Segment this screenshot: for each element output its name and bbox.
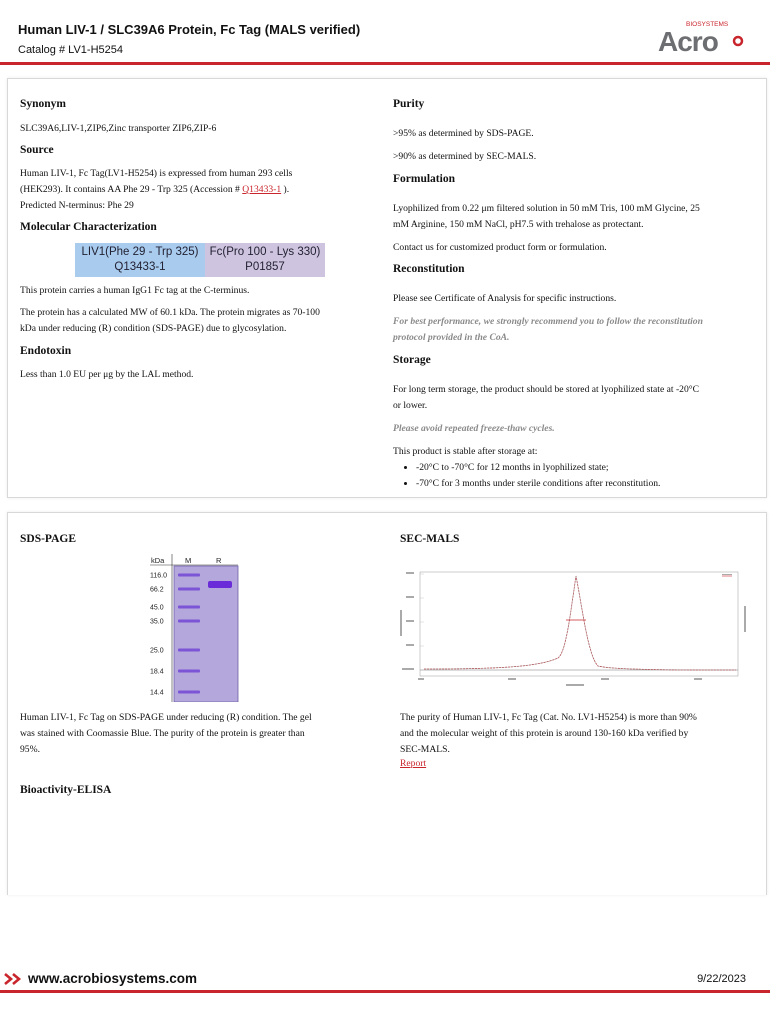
footer-arrows-icon — [4, 972, 26, 986]
purity-heading: Purity — [393, 98, 425, 110]
reconstitution-emphasis-2: protocol provided in the CoA. — [393, 332, 510, 343]
synonym-heading: Synonym — [20, 98, 67, 110]
molecular-heading: Molecular Characterization — [20, 221, 157, 233]
acro-logo — [656, 18, 748, 54]
logo-small-text: BIOSYSTEMS — [686, 21, 729, 28]
storage-bullet: • -70°C for 3 months under sterile conditions after reconstitution. — [416, 476, 766, 492]
accession-link[interactable]: Q13433-1 — [242, 184, 282, 195]
endotoxin-text: Less than 1.0 EU per μg by the LAL method. — [20, 369, 194, 380]
molecular-cell-fc: Fc(Pro 100 - Lys 330) P01857 — [205, 243, 325, 277]
gel-unit-label: kDa — [151, 556, 165, 565]
reconstitution-line-1: Please see Certificate of Analysis for specific instructions. — [393, 293, 617, 304]
sec-mals-caption-1: The purity of Human LIV-1, Fc Tag (Cat. No. LV1-H5254) is more than 90% — [400, 712, 697, 723]
storage-bullets — [400, 460, 766, 492]
gel-marker-label: 18.4 — [150, 668, 164, 676]
source-heading: Source — [20, 144, 54, 156]
catalog-number: Catalog # LV1-H5254 — [18, 44, 123, 56]
gel-marker-band — [178, 620, 200, 623]
report-link[interactable]: Report — [400, 758, 427, 769]
gel-marker-label: 14.4 — [150, 689, 164, 697]
storage-line-2: or lower. — [393, 400, 428, 411]
gel-marker-label: 25.0 — [150, 647, 164, 655]
footer-rule — [0, 990, 770, 993]
gel-marker-band — [178, 649, 200, 652]
bioactivity-heading: Bioactivity-ELISA — [20, 784, 112, 796]
gel-lane-r-label: R — [216, 556, 222, 565]
gel-marker-label: 45.0 — [150, 604, 164, 612]
gel-marker-band — [178, 588, 200, 591]
reconstitution-emphasis-1: For best performance, we strongly recommend you to follow the reconstitution — [393, 316, 703, 327]
gel-marker-label: 35.0 — [150, 618, 164, 626]
footer-website-link[interactable]: www.acrobiosystems.com — [28, 971, 198, 986]
molecular-text-2a: The protein has a calculated MW of 60.1 kDa. The protein migrates as 70-100 — [20, 307, 320, 318]
storage-bullet: • -20°C to -70°C for 12 months in lyophilized state; — [416, 460, 766, 476]
sec-mals-chart-image — [398, 566, 748, 690]
formulation-line-1: Lyophilized from 0.22 μm filtered solution in 50 mM Tris, 100 mM Glycine, 25 — [393, 203, 700, 214]
sds-page-caption-3: 95%. — [20, 744, 40, 755]
source-line-3: Predicted N-terminus: Phe 29 — [20, 200, 134, 211]
gel-lane-m-label: M — [185, 556, 192, 565]
reconstitution-heading: Reconstitution — [393, 263, 465, 275]
sds-page-heading: SDS-PAGE — [20, 533, 77, 545]
gel-marker-band — [178, 574, 200, 577]
source-line-1: Human LIV-1, Fc Tag(LV1-H5254) is expressed from human 293 cells — [20, 168, 293, 179]
endotoxin-heading: Endotoxin — [20, 345, 72, 357]
sec-mals-heading: SEC-MALS — [400, 533, 460, 545]
gel-marker-band — [178, 691, 200, 694]
footer-date: 9/22/2023 — [697, 973, 746, 985]
purity-line-1: >95% as determined by SDS-PAGE. — [393, 128, 534, 139]
formulation-line-3: Contact us for customized product form or formulation. — [393, 242, 607, 253]
purity-line-2: >90% as determined by SEC-MALS. — [393, 151, 537, 162]
synonym-text: SLC39A6,LIV-1,ZIP6,Zinc transporter ZIP6,ZIP-6 — [20, 123, 217, 134]
header-rule — [0, 62, 770, 65]
sds-page-gel-image — [148, 554, 240, 702]
storage-line-3: This product is stable after storage at: — [393, 446, 538, 457]
gel-sample-band — [208, 581, 232, 588]
logo-main-text: Acro — [658, 26, 718, 54]
storage-heading: Storage — [393, 354, 431, 366]
page-title: Human LIV-1 / SLC39A6 Protein, Fc Tag (MALS verified) — [18, 22, 361, 37]
gel-marker-label: 116.0 — [150, 572, 167, 580]
molecular-table — [75, 243, 325, 277]
storage-line-1: For long term storage, the product should be stored at lyophilized state at -20°C — [393, 384, 699, 395]
gel-marker-band — [178, 670, 200, 673]
sec-mals-caption-2: and the molecular weight of this protein is around 130-160 kDa verified by — [400, 728, 689, 739]
sds-page-caption-2: was stained with Coomassie Blue. The purity of the protein is greater than — [20, 728, 305, 739]
sds-page-caption-1: Human LIV-1, Fc Tag on SDS-PAGE under reducing (R) condition. The gel — [20, 712, 312, 723]
molecular-cell-liv1: LIV1(Phe 29 - Trp 325) Q13433-1 — [75, 243, 205, 277]
gel-marker-band — [178, 606, 200, 609]
gel-marker-label: 66.2 — [150, 586, 164, 594]
storage-emphasis: Please avoid repeated freeze-thaw cycles. — [393, 423, 555, 434]
source-line-2: (HEK293). It contains AA Phe 29 - Trp 325 (Accession # Q13433-1 ). — [20, 184, 290, 195]
formulation-heading: Formulation — [393, 173, 455, 185]
molecular-text-1: This protein carries a human IgG1 Fc tag at the C-terminus. — [20, 285, 250, 296]
formulation-line-2: mM Arginine, 150 mM NaCl, pH7.5 with trehalose as protectant. — [393, 219, 644, 230]
sec-mals-caption-3: SEC-MALS. — [400, 744, 450, 755]
molecular-text-2b: kDa under reducing (R) condition (SDS-PAGE) due to glycosylation. — [20, 323, 287, 334]
